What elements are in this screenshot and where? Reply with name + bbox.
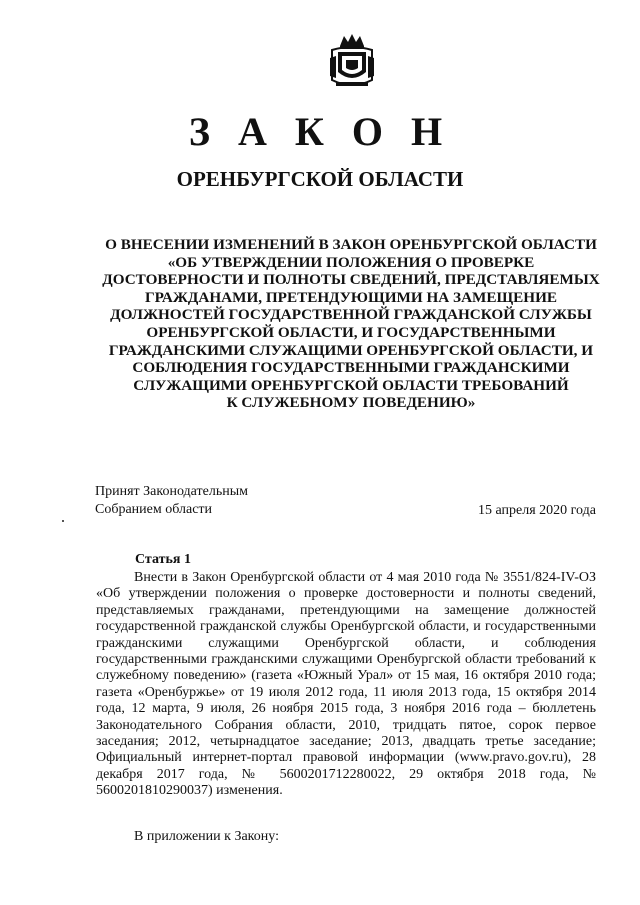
article-paragraph: В приложении к Закону: <box>134 829 279 844</box>
article-heading: Статья 1 <box>135 552 191 567</box>
article-paragraph: Внести в Закон Оренбургской области от 4 мая 2010 года № 3551/824-IV-ОЗ «Об утверждении положения о проверке достоверности и полноты сведений, представляемых гражданами, претендующими на замещение должностей государственной гражданской службы Оренбургской области, и государственными гражданскими служащими Оренбургской области, и соблюдения государственными гражданскими служащими Оренбургской области требований к служебному поведению» (газета «Южный Урал» от 15 мая, 16 октября 2010 года; газета «Оренбуржье» от 19 июля 2012 года, 11 июля 2013 года, 15 октября 2014 года, 12 марта, 9 июля, 26 ноября 2015 года, 3 ноября 2016 года – бюллетень Законодательного Собрания области, 2010, тридцать пятое, сорок первое заседания; 2012, четырнадцатое заседание; 2013, двадцать третье заседание; Официальный интернет-портал правовой информации (www.pravo.gov.ru), 28 декабря 2017 года, № 5600201712280022, 29 октября 2018 года, № 5600201810290037) изменения. <box>96 570 596 799</box>
subject-line: «ОБ УТВЕРЖДЕНИИ ПОЛОЖЕНИЯ О ПРОВЕРКЕ <box>167 253 535 271</box>
adoption-date: 15 апреля 2020 года <box>478 503 596 518</box>
adoption-line: Собранием области <box>95 502 213 517</box>
subject-line: О ВНЕСЕНИИ ИЗМЕНЕНИЙ В ЗАКОН ОРЕНБУРГСКОЙ ОБЛАСТИ <box>105 236 597 253</box>
region-title: ОРЕНБУРГСКОЙ ОБЛАСТИ <box>176 167 464 191</box>
subject-line: ДОЛЖНОСТЕЙ ГОСУДАРСТВЕННОЙ ГРАЖДАНСКОЙ СЛУЖБЫ <box>110 306 592 324</box>
adoption-line: Принят Законодательным <box>95 484 248 499</box>
adoption-note <box>95 483 248 519</box>
coat-of-arms-icon <box>326 32 378 92</box>
law-subject <box>86 236 616 412</box>
subject-line: СЛУЖАЩИМИ ОРЕНБУРГСКОЙ ОБЛАСТИ ТРЕБОВАНИЙ <box>133 376 569 394</box>
subject-line: СОБЛЮДЕНИЯ ГОСУДАРСТВЕННЫМИ ГРАЖДАНСКИМИ <box>132 359 570 377</box>
subject-line: К СЛУЖЕБНОМУ ПОВЕДЕНИЮ» <box>226 394 476 412</box>
subject-line: ГРАЖДАНСКИМИ СЛУЖАЩИМИ ОРЕНБУРГСКОЙ ОБЛАСТИ, И <box>108 341 594 359</box>
margin-mark <box>62 520 64 522</box>
subject-line: ДОСТОВЕРНОСТИ И ПОЛНОТЫ СВЕДЕНИЙ, ПРЕДСТАВЛЯЕМЫХ <box>102 271 600 289</box>
subject-line: ГРАЖДАНАМИ, ПРЕТЕНДУЮЩИМИ НА ЗАМЕЩЕНИЕ <box>144 288 558 306</box>
subject-line: ОРЕНБУРГСКОЙ ОБЛАСТИ, И ГОСУДАРСТВЕННЫМИ <box>146 323 556 341</box>
law-title: З А К О Н <box>188 109 452 154</box>
